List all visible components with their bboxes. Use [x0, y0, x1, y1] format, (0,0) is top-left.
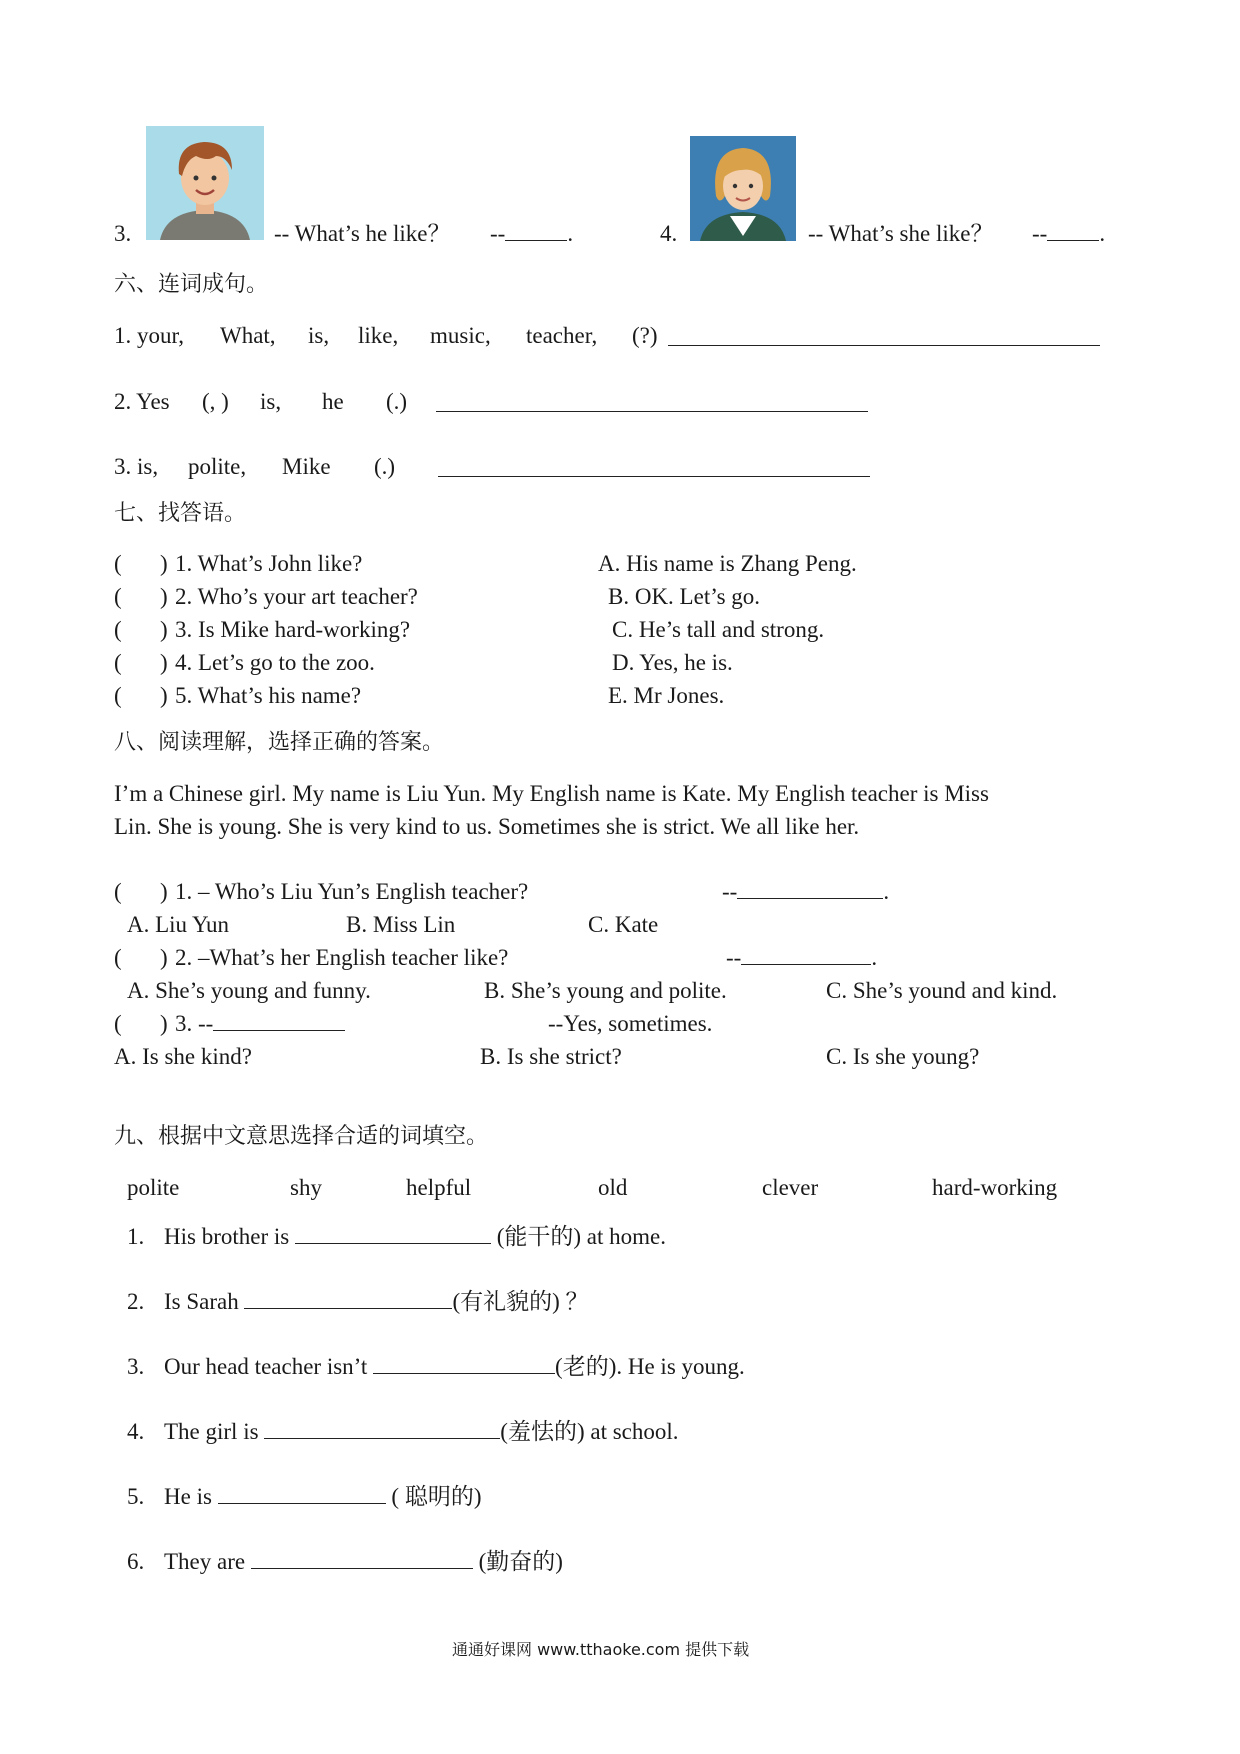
woman-face-icon	[690, 136, 796, 241]
picture-question-4: -- What’s she like？	[808, 221, 994, 246]
match-answer: A. His name is Zhang Peng.	[598, 551, 857, 576]
item-number: 1.	[127, 1224, 145, 1249]
item-number: 4.	[127, 1419, 145, 1444]
fill-sentence: Is Sarah (有礼貌的) ？	[164, 1289, 589, 1314]
answer-blank[interactable]	[438, 475, 870, 477]
word-token: he	[322, 389, 344, 414]
word-bank-item: polite	[127, 1175, 180, 1200]
reading-question-1: 1. – Who’s Liu Yun’s English teacher?	[175, 879, 529, 904]
word-token: 3. is,	[114, 454, 159, 479]
answer-paren-open[interactable]: (	[114, 945, 122, 970]
word-token: Mike	[282, 454, 331, 479]
match-question: 1. What’s John like?	[175, 551, 363, 576]
answer-paren-open[interactable]: (	[114, 617, 122, 642]
answer-blank[interactable]	[251, 1567, 473, 1569]
option-a: A. She’s young and funny.	[127, 978, 371, 1003]
option-c: C. Is she young?	[826, 1044, 980, 1069]
word-token: 1. your,	[114, 323, 184, 348]
page-footer: 通通好课网 www.tthaoke.com 提供下载	[452, 1640, 750, 1659]
section-9-heading: 九、根据中文意思选择合适的词填空。	[114, 1124, 489, 1149]
word-token: (.)	[374, 454, 396, 479]
section-6-heading: 六、连词成句。	[114, 272, 269, 297]
answer-blank[interactable]	[218, 1502, 386, 1504]
word-bank-item: hard-working	[932, 1175, 1058, 1200]
answer-paren-open[interactable]: (	[114, 879, 122, 904]
answer-paren-open[interactable]: (	[114, 683, 122, 708]
word-token: What,	[220, 323, 276, 348]
option-b: B. Is she strict?	[480, 1044, 622, 1069]
word-token: (, )	[202, 389, 229, 414]
boy-portrait-image	[146, 126, 264, 240]
picture-answer-4: -- .	[1032, 221, 1106, 246]
picture-item-number: 3.	[114, 221, 132, 246]
answer-blank[interactable]	[244, 1307, 452, 1309]
section-7-heading: 七、找答语。	[114, 501, 247, 526]
fill-sentence: They are (勤奋的)	[164, 1549, 563, 1574]
answer-paren-open[interactable]: (	[114, 551, 122, 576]
word-bank-item: old	[598, 1175, 628, 1200]
item-number: 3.	[127, 1354, 145, 1379]
reading-reply-3: --Yes, sometimes.	[548, 1011, 713, 1036]
answer-paren-close: )	[160, 617, 168, 642]
fill-sentence: Our head teacher isn’t (老的). He is young.	[164, 1354, 745, 1379]
word-token: (.)	[386, 389, 408, 414]
match-answer: C. He’s tall and strong.	[612, 617, 825, 642]
answer-blank[interactable]	[295, 1242, 491, 1244]
word-token: teacher,	[526, 323, 598, 348]
word-bank-item: helpful	[406, 1175, 472, 1200]
option-a: A. Is she kind?	[114, 1044, 252, 1069]
fill-sentence: He is ( 聪明的)	[164, 1484, 482, 1509]
answer-paren-close: )	[160, 551, 168, 576]
item-number: 2.	[127, 1289, 145, 1314]
picture-question-3: -- What’s he like？	[274, 221, 451, 246]
answer-paren-close: )	[160, 945, 168, 970]
option-b: B. She’s young and polite.	[484, 978, 727, 1003]
word-token: 2. Yes	[114, 389, 170, 414]
option-c: C. She’s yound and kind.	[826, 978, 1058, 1003]
answer-paren-close: )	[160, 650, 168, 675]
woman-portrait-image	[690, 136, 796, 241]
word-token: polite,	[188, 454, 247, 479]
item-number: 6.	[127, 1549, 145, 1574]
reading-question-2: 2. –What’s her English teacher like?	[175, 945, 509, 970]
boy-face-icon	[146, 126, 264, 240]
answer-blank[interactable]	[373, 1372, 555, 1374]
match-question: 2. Who’s your art teacher?	[175, 584, 418, 609]
picture-item-number: 4.	[660, 221, 678, 246]
fill-sentence: The girl is (羞怯的) at school.	[164, 1419, 679, 1444]
reading-answer-1: -- .	[722, 879, 890, 904]
answer-paren-close: )	[160, 879, 168, 904]
match-question: 3. Is Mike hard-working?	[175, 617, 411, 642]
answer-paren-open[interactable]: (	[114, 650, 122, 675]
match-answer: D. Yes, he is.	[612, 650, 733, 675]
answer-paren-open[interactable]: (	[114, 1011, 122, 1036]
answer-paren-close: )	[160, 683, 168, 708]
match-question: 4. Let’s go to the zoo.	[175, 650, 375, 675]
answer-blank[interactable]	[264, 1437, 500, 1439]
reading-passage-line: Lin. She is young. She is very kind to us. Sometimes she is strict. We all like her.	[114, 814, 860, 839]
answer-blank[interactable]	[668, 344, 1100, 346]
option-c: C. Kate	[588, 912, 659, 937]
word-bank-item: shy	[290, 1175, 322, 1200]
word-token: music,	[430, 323, 491, 348]
answer-paren-open[interactable]: (	[114, 584, 122, 609]
answer-blank[interactable]	[436, 410, 868, 412]
word-token: (?)	[632, 323, 658, 348]
match-answer: B. OK. Let’s go.	[608, 584, 761, 609]
item-number: 5.	[127, 1484, 145, 1509]
answer-paren-close: )	[160, 1011, 168, 1036]
picture-answer-3: -- .	[490, 221, 574, 246]
answer-paren-close: )	[160, 584, 168, 609]
match-answer: E. Mr Jones.	[608, 683, 725, 708]
option-a: A. Liu Yun	[127, 912, 230, 937]
reading-passage-line: I’m a Chinese girl. My name is Liu Yun. My English name is Kate. My English teacher is Miss	[114, 781, 989, 806]
word-token: like,	[358, 323, 399, 348]
match-question: 5. What’s his name?	[175, 683, 362, 708]
fill-sentence: His brother is (能干的) at home.	[164, 1224, 666, 1249]
word-token: is,	[308, 323, 330, 348]
reading-answer-2: -- .	[726, 945, 878, 970]
word-token: is,	[260, 389, 282, 414]
option-b: B. Miss Lin	[346, 912, 456, 937]
reading-question-3: 3. --	[175, 1012, 345, 1035]
section-8-heading: 八、阅读理解，选择正确的答案。	[114, 730, 445, 755]
word-bank-item: clever	[762, 1175, 819, 1200]
